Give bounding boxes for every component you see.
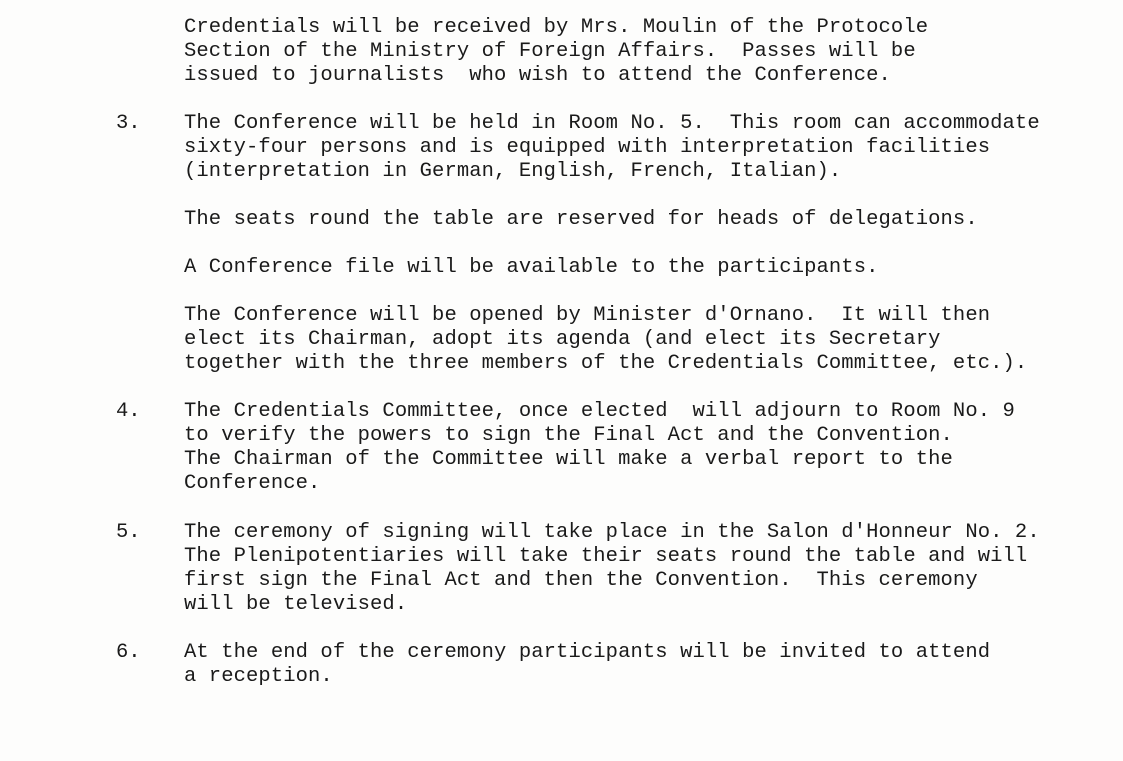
item-number-3: 3. — [116, 112, 141, 135]
item5-line: will be televised. — [184, 593, 408, 616]
item4-line: Conference. — [184, 472, 321, 495]
item3-line: together with the three members of the Credentials Committee, etc.). — [184, 352, 1028, 375]
item3-paragraph-4 — [184, 304, 1027, 376]
item3-line: sixty-four persons and is equipped with interpretation facilities — [184, 136, 991, 159]
item5-line: first sign the Final Act and then the Convention. This ceremony — [184, 569, 978, 592]
item5-paragraph — [184, 521, 1040, 617]
item-number-4: 4. — [116, 400, 141, 423]
item3-paragraph-1 — [184, 112, 1040, 184]
intro-line: Credentials will be received by Mrs. Moulin of the Protocole — [184, 16, 929, 39]
item3-line: The Conference will be opened by Minister d'Ornano. It will then — [184, 304, 991, 327]
item3-paragraph-2 — [184, 208, 978, 232]
item3-paragraph-3 — [184, 256, 879, 280]
item6-line: a reception. — [184, 665, 333, 688]
intro-paragraph — [184, 16, 928, 88]
item6-paragraph — [184, 641, 990, 689]
item5-line: The Plenipotentiaries will take their seats round the table and will — [184, 545, 1028, 568]
item4-line: The Credentials Committee, once elected will adjourn to Room No. 9 — [184, 400, 1015, 423]
item3-line: (interpretation in German, English, French, Italian). — [184, 160, 842, 183]
intro-line: issued to journalists who wish to attend the Conference. — [184, 64, 891, 87]
item6-line: At the end of the ceremony participants will be invited to attend — [184, 641, 991, 664]
item4-line: The Chairman of the Committee will make a verbal report to the — [184, 448, 953, 471]
item-number-6: 6. — [116, 641, 141, 664]
item3-line: elect its Chairman, adopt its agenda (and elect its Secretary — [184, 328, 941, 351]
intro-line: Section of the Ministry of Foreign Affairs. Passes will be — [184, 40, 916, 63]
item3-line: The Conference will be held in Room No. 5. This room can accommodate — [184, 112, 1040, 135]
item3-line: A Conference file will be available to the participants. — [184, 256, 879, 279]
item4-paragraph — [184, 400, 1015, 496]
item4-line: to verify the powers to sign the Final Act and the Convention. — [184, 424, 953, 447]
item5-line: The ceremony of signing will take place in the Salon d'Honneur No. 2. — [184, 521, 1040, 544]
item3-line: The seats round the table are reserved for heads of delegations. — [184, 208, 978, 231]
item-number-5: 5. — [116, 521, 141, 544]
